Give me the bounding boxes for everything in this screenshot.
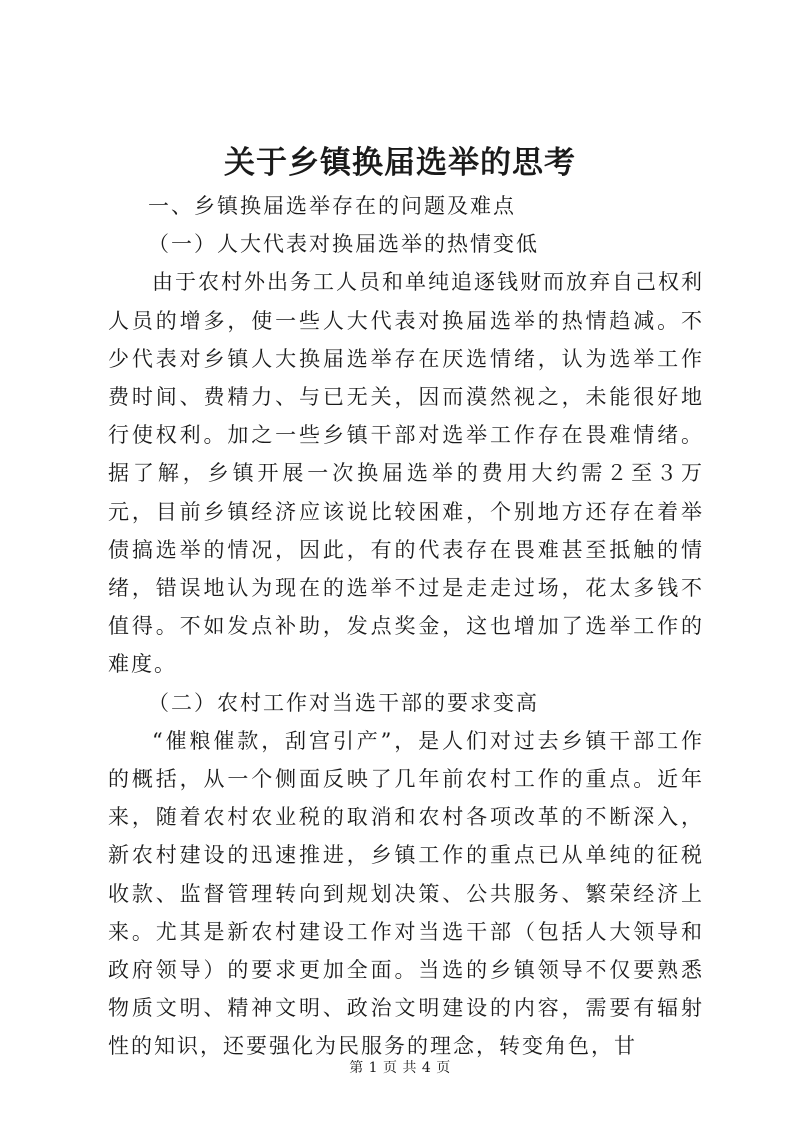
document-title: 关于乡镇换届选举的思考 <box>224 145 576 181</box>
page-footer: 第 1 页 共 4 页 <box>349 1060 451 1076</box>
document-body <box>108 187 704 1066</box>
subsection-heading-1: （一）人大代表对换届选举的热情变低 <box>148 232 539 257</box>
subsection-heading-2: （二）农村工作对当选干部的要求变高 <box>148 690 539 715</box>
section-heading: 一、乡镇换届选举存在的问题及难点 <box>148 194 516 218</box>
paragraph-2: “催粮催款，刮宫引产”，是人们对过去乡镇干部工作的概括，从一个侧面反映了几年前农村工作的重点。近年来，随着农村农业税的取消和农村各项改革的不断深入，新农村建设的迅速推进，乡镇工作的重点已从单纯的征税收款、监督管理转向到规划决策、公共服务、繁荣经济上来。尤其是新农村建设工作对当选干部（包括人大领导和政府领导）的要求更加全面。当选的乡镇领导不仅要熟悉物质文明、精神文明、政治文明建设的内容，需要有辐射性的知识，还要强化为民服务的理念，转变角色，甘 <box>108 728 704 1059</box>
paragraph-1: 由于农村外出务工人员和单纯追逐钱财而放弃自己权利人员的增多，使一些人大代表对换届选举的热情趋减。不少代表对乡镇人大换届选举存在厌选情绪，认为选举工作费时间、费精力、与已无关，因而漠然视之，未能很好地行使权利。加之一些乡镇干部对选举工作存在畏难情绪。据了解，乡镇开展一次换届选举的费用大约需２至３万元，目前乡镇经济应该说比较困难，个别地方还存在着举债搞选举的情况，因此，有的代表存在畏难甚至抵触的情绪，错误地认为现在的选举不过是走走过场，花太多钱不值得。不如发点补助，发点奖金，这也增加了选举工作的难度。 <box>108 270 704 677</box>
